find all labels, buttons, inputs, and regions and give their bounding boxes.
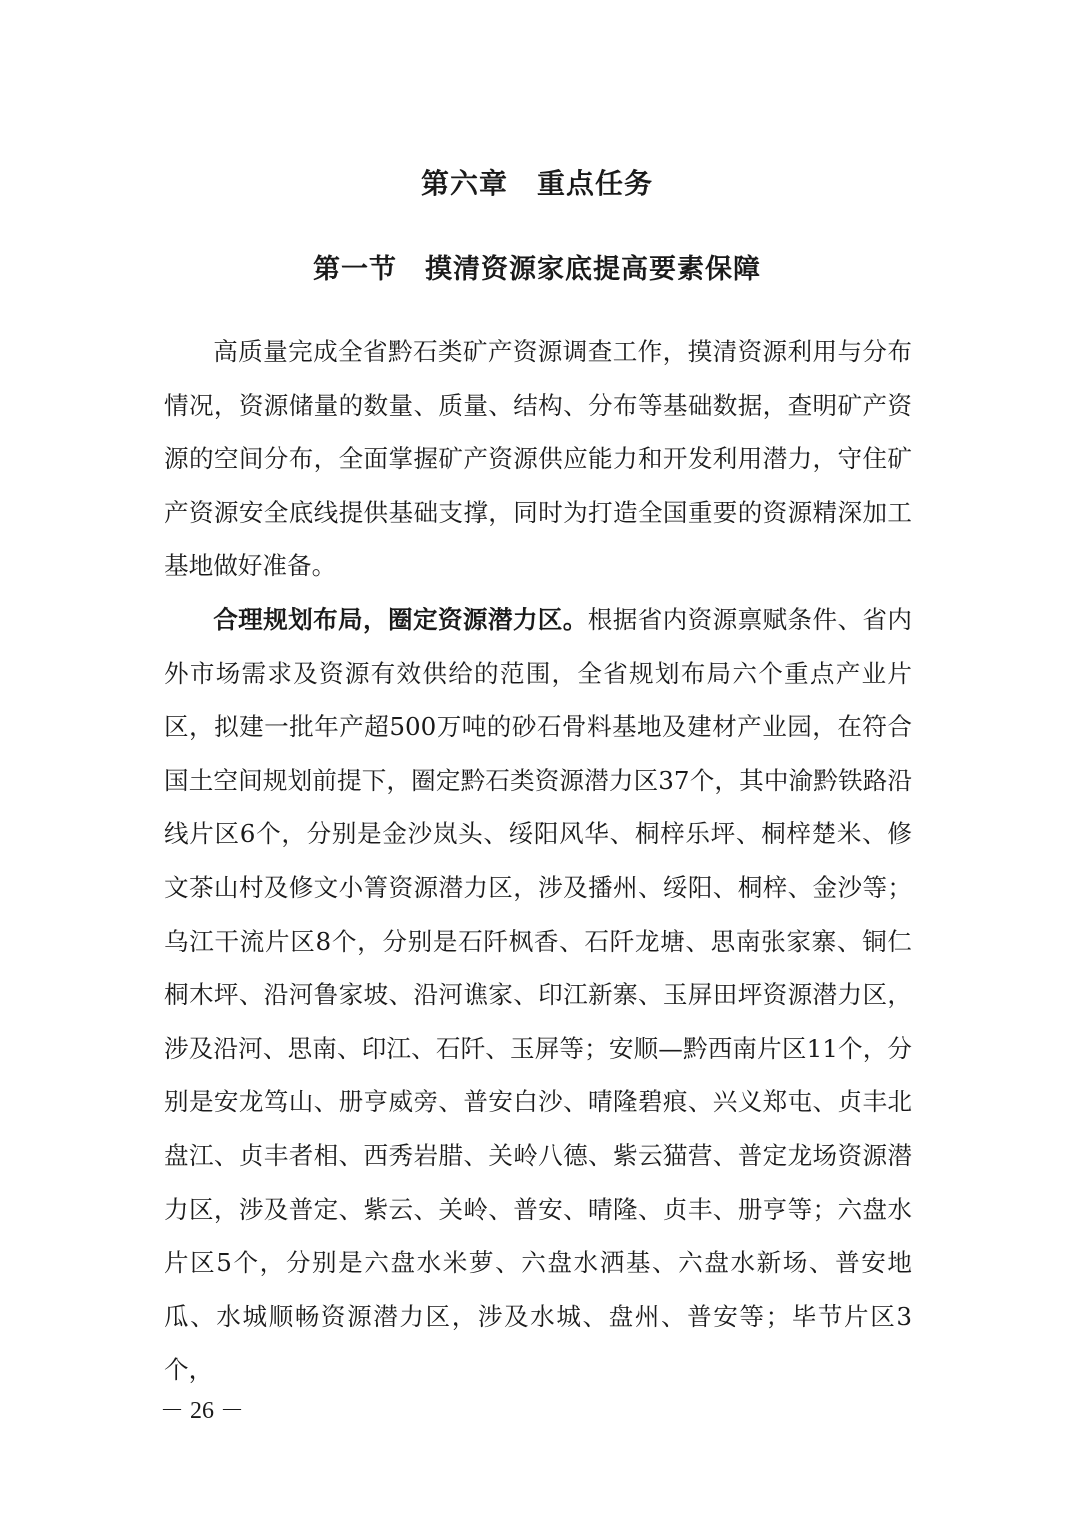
paragraph-body-text: 根据省内资源禀赋条件、省内外市场需求及资源有效供给的范围，全省规划布局六个重点产业片区，拟建一批年产超500万吨的砂石骨料基地及建材产业园，在符合国土空间规划前提下，圈定黔石类资源潜力区37个，其中渝黔铁路沿线片区6个，分别是金沙岚头、绥阳风华、桐梓乐坪、桐梓楚米、修文茶山村及修文小箐资源潜力区，涉及播州、绥阳、桐梓、金沙等；乌江干流片区8个，分别是石阡枫香、石阡龙塘、思南张家寨、铜仁桐木坪、沿河鲁家坡、沿河谯家、印江新寨、玉屏田坪资源潜力区，涉及沿河、思南、印江、石阡、玉屏等；安顺—黔西南片区11个，分别是安龙笃山、册亨威旁、普安白沙、晴隆碧痕、兴义郑屯、贞丰北盘江、贞丰者相、西秀岩腊、关岭八德、紫云猫营、普定龙场资源潜力区，涉及普定、紫云、关岭、普安、晴隆、贞丰、册亨等；六盘水片区5个，分别是六盘水米萝、六盘水洒基、六盘水新场、普安地瓜、水城顺畅资源潜力区，涉及水城、盘州、普安等；毕节片区3个，: [164, 605, 912, 1385]
page-number: － 26 －: [160, 1398, 244, 1424]
paragraph-lead-heading: 合理规划布局，圈定资源潜力区。: [213, 605, 588, 634]
section-title: 第一节 摸清资源家底提高要素保障: [313, 254, 761, 285]
body-paragraph: [164, 593, 912, 1397]
chapter-title: 第六章 重点任务: [420, 167, 653, 200]
body-paragraph: 高质量完成全省黔石类矿产资源调查工作，摸清资源利用与分布情况，资源储量的数量、质量、结构、分布等基础数据，查明矿产资源的空间分布，全面掌握矿产资源供应能力和开发利用潜力，守住矿产资源安全底线提供基础支撑，同时为打造全国重要的资源精深加工基地做好准备。: [164, 337, 912, 581]
